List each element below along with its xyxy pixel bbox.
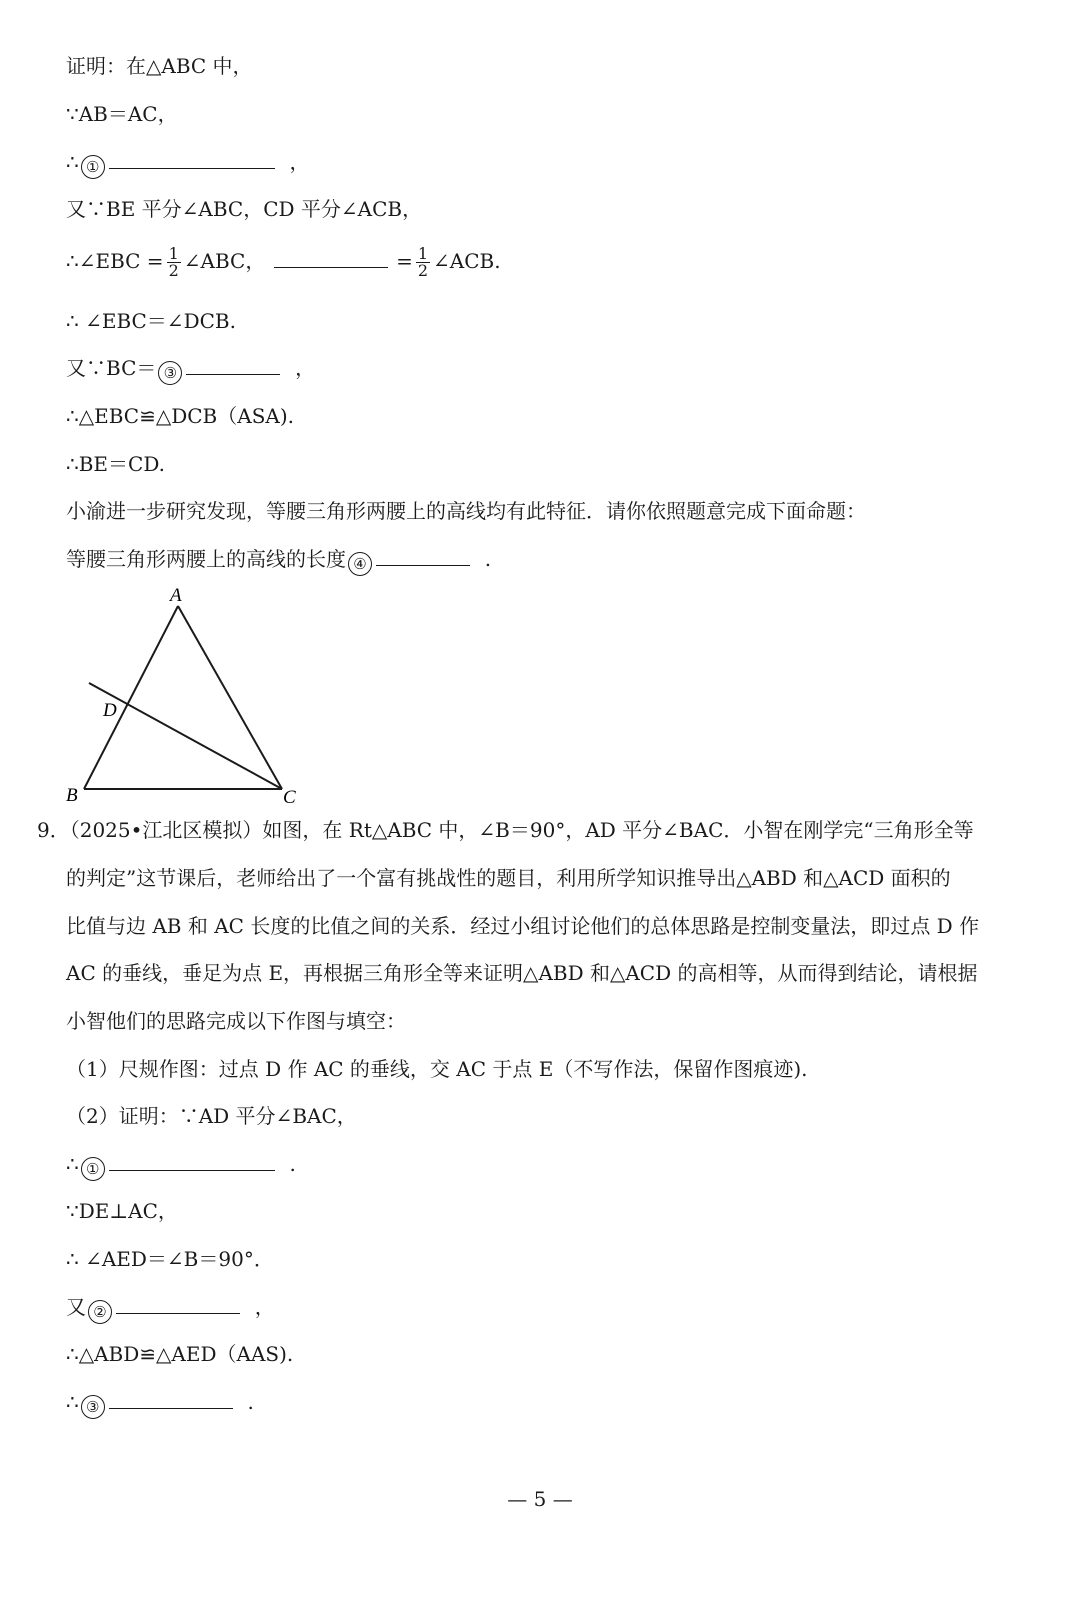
fraction-numerator: 1 <box>168 244 179 263</box>
label-d: D <box>103 700 117 721</box>
blank-marker-4: ④ <box>348 552 372 576</box>
answer-blank-1[interactable] <box>109 150 275 169</box>
punctuation: . <box>247 1390 254 1414</box>
fraction-denominator: 2 <box>168 261 179 280</box>
q9-line-1: 9．（2025•江北区模拟）如图，在 Rt△ABC 中，∠B＝90°，AD 平分∠BAC．小智在刚学完“三角形全等 <box>37 818 974 842</box>
q9-proof-line-6 <box>66 1389 254 1419</box>
blank-marker-1: ① <box>81 1157 105 1181</box>
angle-acb-text: ∠ACB. <box>433 249 501 273</box>
side-ab <box>84 606 178 789</box>
therefore-symbol: ∴ <box>66 150 79 174</box>
proof-line-7 <box>66 355 315 385</box>
proof-line-10: 小渝进一步研究发现，等腰三角形两腰上的高线均有此特征．请你依照题意完成下面命题： <box>66 499 866 523</box>
statement-text: 等腰三角形两腰上的高线的长度 <box>66 547 346 571</box>
punctuation: . <box>289 1152 296 1176</box>
q9-line-3: 比值与边 AB 和 AC 长度的比值之间的关系．经过小组讨论他们的总体思路是控制变量法，即过点 D 作 <box>66 914 980 938</box>
q9-part-2: （2）证明：∵AD 平分∠BAC， <box>66 1104 357 1128</box>
fraction-half-1 <box>167 246 181 279</box>
q9-line-2: 的判定”这节课后，老师给出了一个富有挑战性的题目，利用所学知识推导出△ABD 和△ACD 面积的 <box>66 866 951 890</box>
label-b: B <box>66 785 78 806</box>
answer-blank-q9-3[interactable] <box>109 1390 233 1409</box>
proof-line-6: ∴ ∠EBC＝∠DCB. <box>66 309 236 333</box>
angle-ebc-text: ∴∠EBC = <box>66 249 164 273</box>
therefore-symbol: ∴ <box>66 1390 79 1414</box>
proof-line-3 <box>66 149 309 179</box>
q9-line-4: AC 的垂线，垂足为点 E，再根据三角形全等来证明△ABD 和△ACD 的高相等，从而得到结论，请根据 <box>66 961 978 985</box>
also-text: 又 <box>66 1295 86 1319</box>
proof-line-11 <box>66 546 491 576</box>
proof-line-9: ∴BE＝CD. <box>66 452 166 476</box>
blank-marker-1: ① <box>81 155 105 179</box>
label-a: A <box>170 585 182 606</box>
q9-proof-line-5: ∴△ABD≌△AED（AAS). <box>66 1342 294 1366</box>
blank-marker-3: ③ <box>158 361 182 385</box>
proof-line-2: ∵AB＝AC， <box>66 102 178 126</box>
fraction-denominator: 2 <box>417 261 429 280</box>
punctuation: . <box>484 547 492 571</box>
page-number: — 5 — <box>507 1487 573 1511</box>
proof-line-8: ∴△EBC≌△DCB（ASA). <box>66 404 294 428</box>
label-c: C <box>283 787 296 808</box>
punctuation: ， <box>289 150 310 174</box>
proof-line-4: 又∵BE 平分∠ABC，CD 平分∠ACB， <box>66 197 423 221</box>
answer-blank-4[interactable] <box>376 547 470 566</box>
angle-abc-text: ∠ABC， <box>183 249 266 273</box>
proof-line-5 <box>66 246 501 279</box>
q9-part-1: （1）尺规作图：过点 D 作 AC 的垂线，交 AC 于点 E（不写作法，保留作图痕迹). <box>66 1057 808 1081</box>
bc-equals-text: 又∵BC＝ <box>66 356 157 380</box>
triangle-figure <box>60 582 320 810</box>
punctuation: ， <box>254 1295 275 1319</box>
blank-marker-3: ③ <box>81 1395 105 1419</box>
q9-proof-line-4 <box>66 1294 275 1324</box>
q9-proof-line-2: ∵DE⊥AC， <box>66 1199 178 1223</box>
therefore-symbol: ∴ <box>66 1152 79 1176</box>
blank-marker-2: ② <box>88 1300 112 1324</box>
proof-line-1: 证明：在△ABC 中， <box>66 54 253 78</box>
answer-blank-q9-2[interactable] <box>116 1295 240 1314</box>
q9-proof-line-1 <box>66 1151 296 1181</box>
segment-cd-extended <box>89 683 282 789</box>
q9-proof-line-3: ∴ ∠AED＝∠B＝90°． <box>66 1247 274 1271</box>
equals-sign: = <box>396 249 413 273</box>
fraction-half-2 <box>416 246 430 279</box>
fraction-numerator: 1 <box>417 244 429 263</box>
answer-blank-q9-1[interactable] <box>109 1152 275 1171</box>
answer-blank-2[interactable] <box>274 249 388 268</box>
answer-blank-3[interactable] <box>186 356 280 375</box>
punctuation: ， <box>295 356 316 380</box>
q9-line-5: 小智他们的思路完成以下作图与填空： <box>66 1009 406 1033</box>
